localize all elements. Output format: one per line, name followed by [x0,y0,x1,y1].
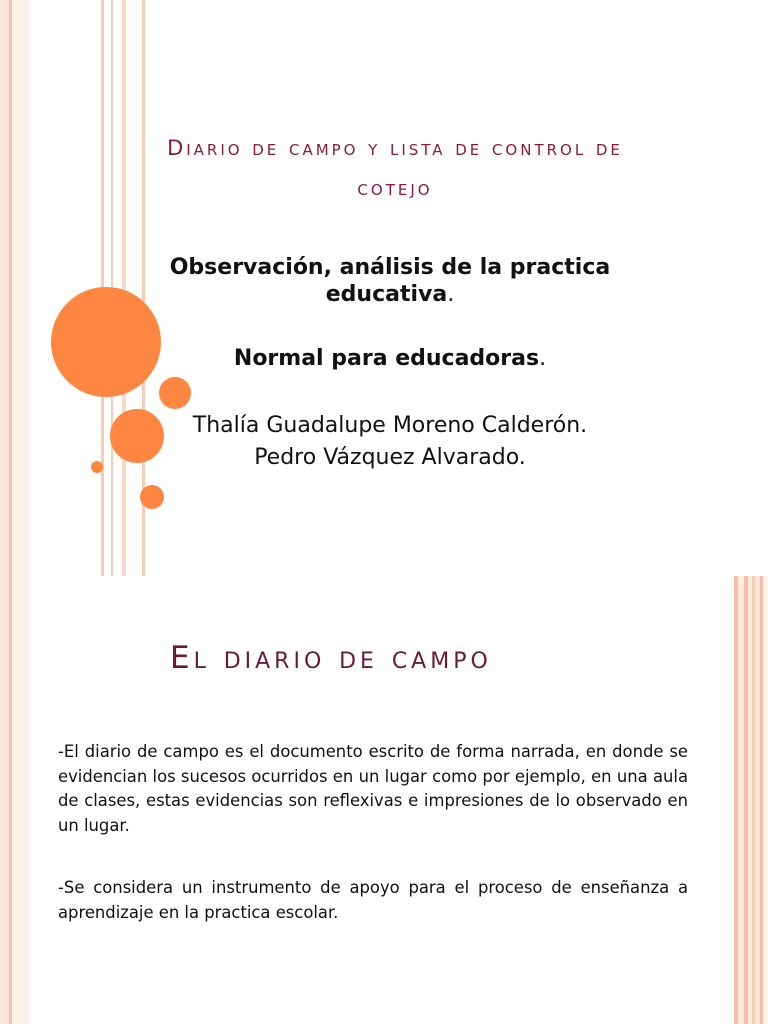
institution [120,345,660,372]
decor-stripe [12,576,30,1024]
slide-2-title: El diario de campo [170,640,492,676]
slide-title-heading [30,128,760,208]
author-1: Thalía Guadalupe Moreno Calderón. [192,413,588,438]
subtitle-line-2: educativa [325,282,448,307]
decor-stripe [763,576,768,1024]
institution-period: . [539,346,547,371]
subtitle [120,254,660,308]
decor-circle [159,377,191,409]
slide-diario-de-campo [0,576,768,1024]
decor-circle [91,461,103,473]
paragraph-2: -Se considera un instrumento de apoyo para el proceso de enseñanza a aprendizaje en la practica escolar. [58,878,688,922]
subtitle-period: . [447,282,455,307]
decor-circle [140,485,164,509]
decor-stripe [12,0,30,576]
authors [120,410,660,474]
title-line-2: cotejo [357,176,433,200]
paragraph-1: -El diario de campo es el documento escrito de forma narrada, en donde se evidencian los sucesos ocurridos en un lugar como por ejemplo, en una aula de clases, estas evidencias son reflexivas e impresiones de lo observado en un lugar. [58,742,688,835]
author-2: Pedro Vázquez Alvarado. [254,445,526,470]
decor-stripe [0,576,9,1024]
decor-stripe [0,0,9,576]
title-line-1: Diario de campo y lista de control de [167,136,623,160]
subtitle-line-1: Observación, análisis de la practica [169,255,611,280]
institution-name: Normal para educadoras [233,346,540,371]
